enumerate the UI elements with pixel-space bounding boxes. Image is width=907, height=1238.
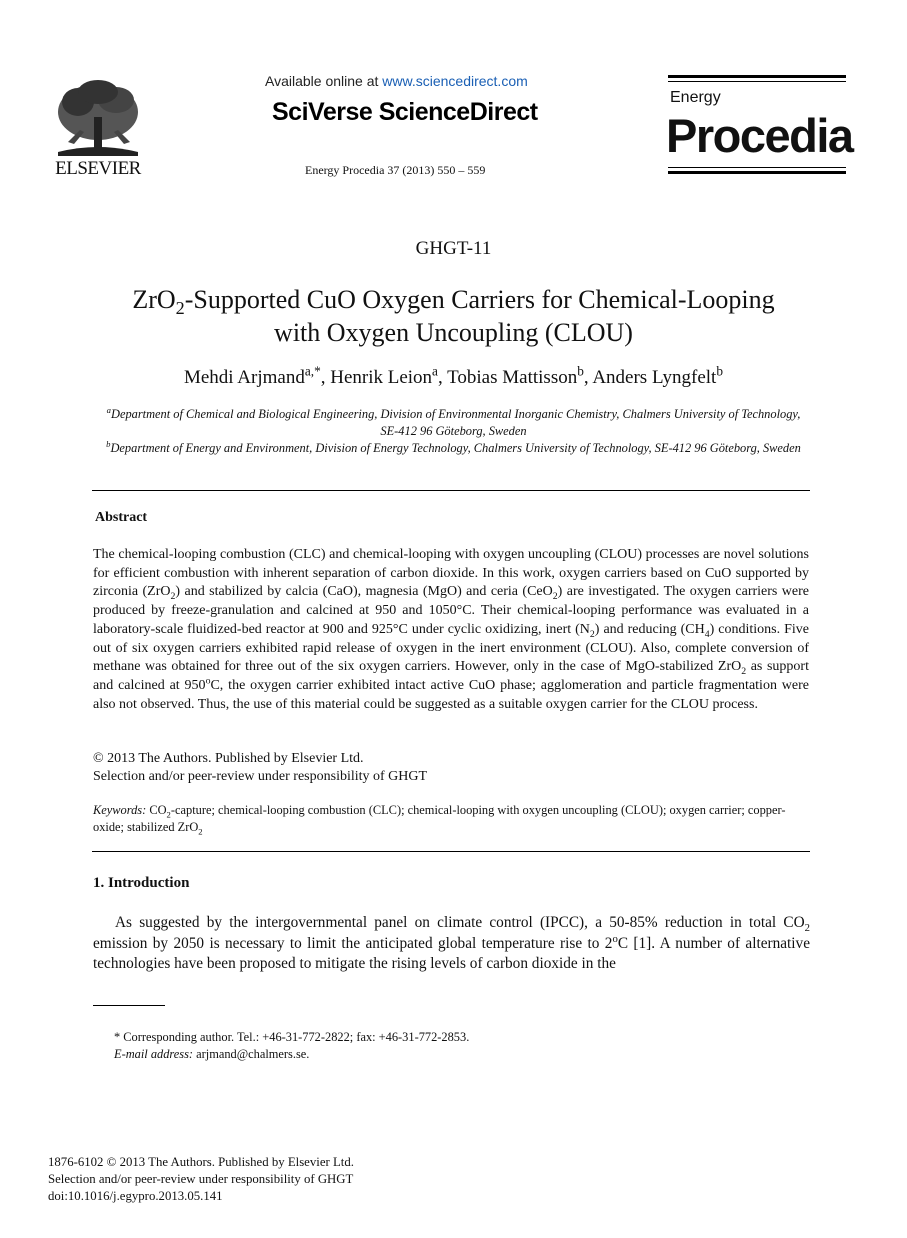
available-prefix: Available online at (265, 73, 383, 89)
conference-name: GHGT-11 (415, 238, 492, 259)
author-name: Mehdi Arjmand (183, 367, 305, 388)
affiliation-a: $^a$Department of Chemical and Biological Engineering, Division of Environmental Inorganic Chemistry, Chalmers University of Technology, SE-412 96 Göteborg, Sweden (106, 404, 801, 438)
author-list: Mehdi Arjmand$^{a,*}$, Henrik Leion$^a$, Tobias Mattisson$^b$, Anders Lyngfelt$^b$ (183, 363, 723, 388)
sciencedirect-link[interactable]: www.sciencedirect.com (382, 73, 528, 89)
procedia-label: Procedia (666, 109, 853, 162)
affiliation-b: $^b$Department of Energy and Environment, Division of Energy Technology, Chalmers University of Technology, SE-412 96 Göteborg, Sweden (106, 438, 801, 455)
email-address[interactable]: arjmand@chalmers.se. (193, 1047, 310, 1061)
copyright-notice: © 2013 The Authors. Published by Elsevier Ltd. Selection and/or peer-review under responsibility of GHGT (93, 751, 428, 784)
author-name: Henrik Leion (330, 367, 433, 388)
abstract-text: The chemical-looping combustion (CLC) and chemical-looping with oxygen uncoupling (CLOU) processes are novel solutions for efficient combustion with inherent separation of carbon dioxide. In this work, oxygen carriers based on CuO supported by zirconia (ZrO$_2$) and stabilized by calcia (CaO), magnesia (MgO) and ceria (CeO$_2$) are investigated. The oxygen carriers were produced by freeze-granulation and calcined at 950 and 1050°C. Their chemical-looping performance was evaluated in a laboratory-scale fluidized-bed reactor at 900 and 925°C under cyclic oxidizing, inert $(N_2)$ and reducing $(CH_4)$ conditions. Five out of six oxygen carriers exhibited rapid release of oxygen in the inert environment (CLOU). Also, complete conversion of methane was obtained for three out of the six oxygen carriers. However, only in the case of MgO-stabilized ZrO$_2$ as support and calcined at 950$^o$C, the oxygen carrier exhibited intact active CuO phase; agglomeration and particle fragmentation were also not observed. Thus, the use of this material could be suggested as a suitable oxygen carrier for the CLOU process. (93, 547, 810, 712)
journal-citation: Energy Procedia 37 (2013) 550 – 559 (305, 163, 486, 177)
abstract-divider (92, 851, 810, 852)
paper-title: ZrO$_2$-Supported CuO Oxygen Carriers for Chemical-Looping with Oxygen Uncoupling (CLOU) (132, 285, 775, 347)
doi[interactable]: doi:10.1016/j.egypro.2013.05.141 (48, 1189, 223, 1203)
energy-label: Energy (670, 89, 721, 106)
publication-info: 1876-6102 © 2013 The Authors. Published by Elsevier Ltd. Selection and/or peer-review under responsibility of GHGT doi:10.1016/j.egypro.2013.05.141 (48, 1155, 354, 1203)
footnote: * Corresponding author. Tel.: +46-31-772-2822; fax: +46-31-772-2853. E-mail address: arjmand@chalmers.se. (114, 1030, 470, 1061)
header-divider (92, 490, 810, 491)
author-name: Tobias Mattisson (447, 367, 578, 388)
author-name: Anders Lyngfelt (592, 367, 717, 388)
introduction-text: As suggested by the intergovernmental panel on climate control (IPCC), a 50-85% reduction in total $CO_2$ emission by 2050 is necessary to limit the anticipated global temperature rise to 2$^o$C [1]. A number of alternative technologies have been proposed to mitigate the rising levels of carbon dioxide in the (93, 914, 810, 972)
keywords-label: Keywords: (93, 803, 147, 817)
sciverse-logo: SciVerse ScienceDirect (272, 98, 538, 126)
section-heading-introduction: 1. Introduction (93, 875, 190, 891)
abstract-heading: Abstract (95, 510, 148, 525)
availability-line (265, 73, 528, 89)
affiliations (100, 406, 807, 457)
keywords: Keywords: $CO_2$-capture; chemical-looping combustion (CLC); chemical-looping with oxygen uncoupling (CLOU); oxygen carrier; copper-oxide; stabilized ZrO$_2$ (93, 803, 786, 837)
elsevier-wordmark: ELSEVIER (55, 158, 141, 179)
footnote-rule (93, 1005, 165, 1006)
